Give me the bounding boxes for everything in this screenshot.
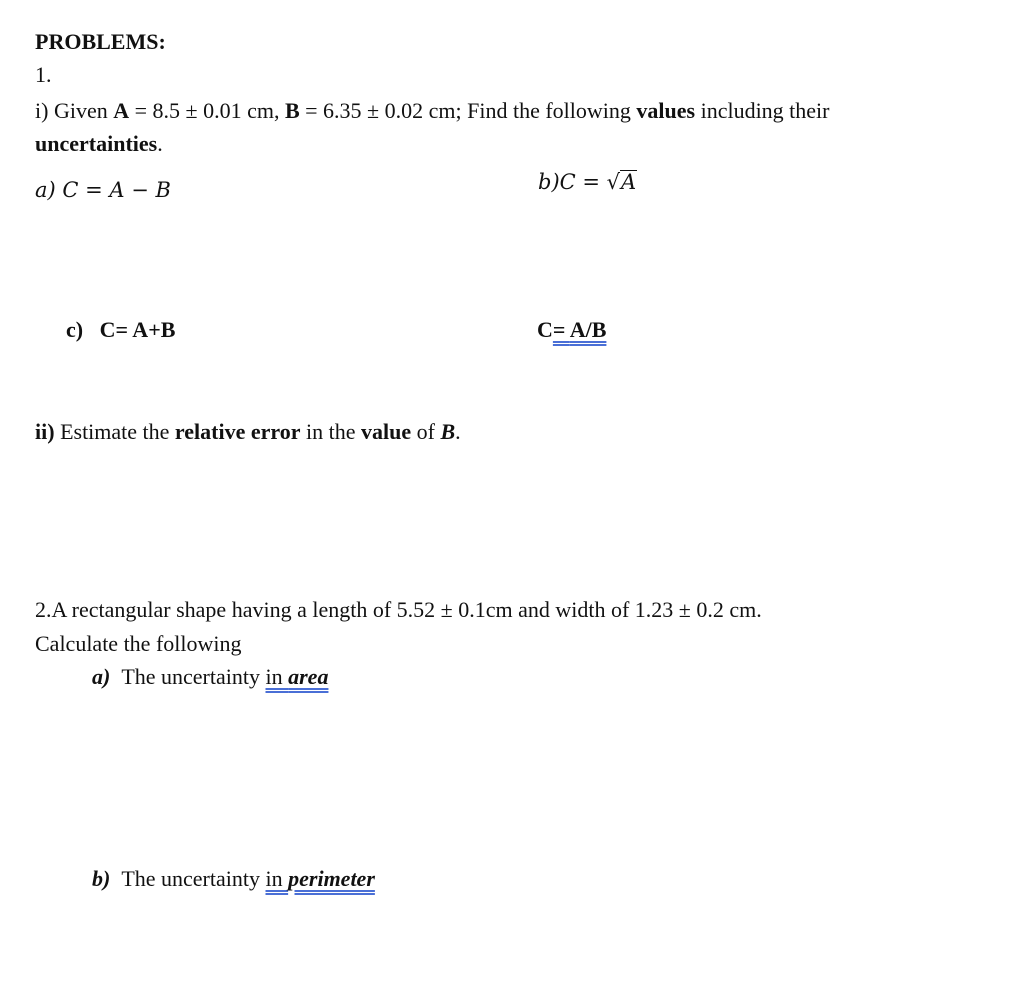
equation-b-label: b) xyxy=(538,170,560,194)
problem-1-part-i-line1: i) Given A = 8.5 ± 0.01 cm, B = 6.35 ± 0.02 cm; Find the following values including their xyxy=(35,98,830,123)
keyword-value: value xyxy=(361,419,412,444)
equation-b-lhs: C = xyxy=(559,170,607,194)
equation-d: C= A/B xyxy=(537,317,607,342)
problem-2-line2: Calculate the following xyxy=(35,631,242,656)
equation-a-label: a) xyxy=(35,178,63,202)
keyword-uncertainties: uncertainties xyxy=(35,131,158,156)
item-b-label: b) xyxy=(92,866,111,891)
keyword-values: values xyxy=(636,98,696,123)
equation-c xyxy=(66,319,175,341)
problem-1-part-i-line2: uncertainties. xyxy=(35,131,163,156)
variable-b: B xyxy=(284,98,300,123)
problem-2-item-a: a) The uncertainty in area xyxy=(92,664,329,689)
equation-a xyxy=(35,180,171,201)
square-root-symbol: √A xyxy=(606,170,637,194)
variable-a: A xyxy=(113,98,130,123)
problem-2-line1: 2.A rectangular shape having a length of 5.52 ± 0.1cm and width of 1.23 ± 0.2 cm. xyxy=(35,597,762,622)
variable-b-italic: B xyxy=(440,419,456,444)
problem-number-1: 1. xyxy=(35,62,52,87)
item-a-label: a) xyxy=(92,664,111,689)
equation-c-expression: C= A+B xyxy=(99,317,176,342)
keyword-area: area xyxy=(288,664,329,689)
keyword-perimeter: perimeter xyxy=(288,866,375,891)
equation-b xyxy=(538,170,637,193)
keyword-relative-error: relative error xyxy=(174,419,301,444)
equation-c-label: c) xyxy=(66,317,84,342)
page-title: PROBLEMS: xyxy=(35,29,166,54)
problem-1-part-ii: ii) Estimate the relative error in the value of B. xyxy=(35,419,461,444)
problem-2-item-b: b) The uncertainty in perimeter xyxy=(92,866,375,891)
equation-a-expression: C = A − B xyxy=(62,178,171,202)
